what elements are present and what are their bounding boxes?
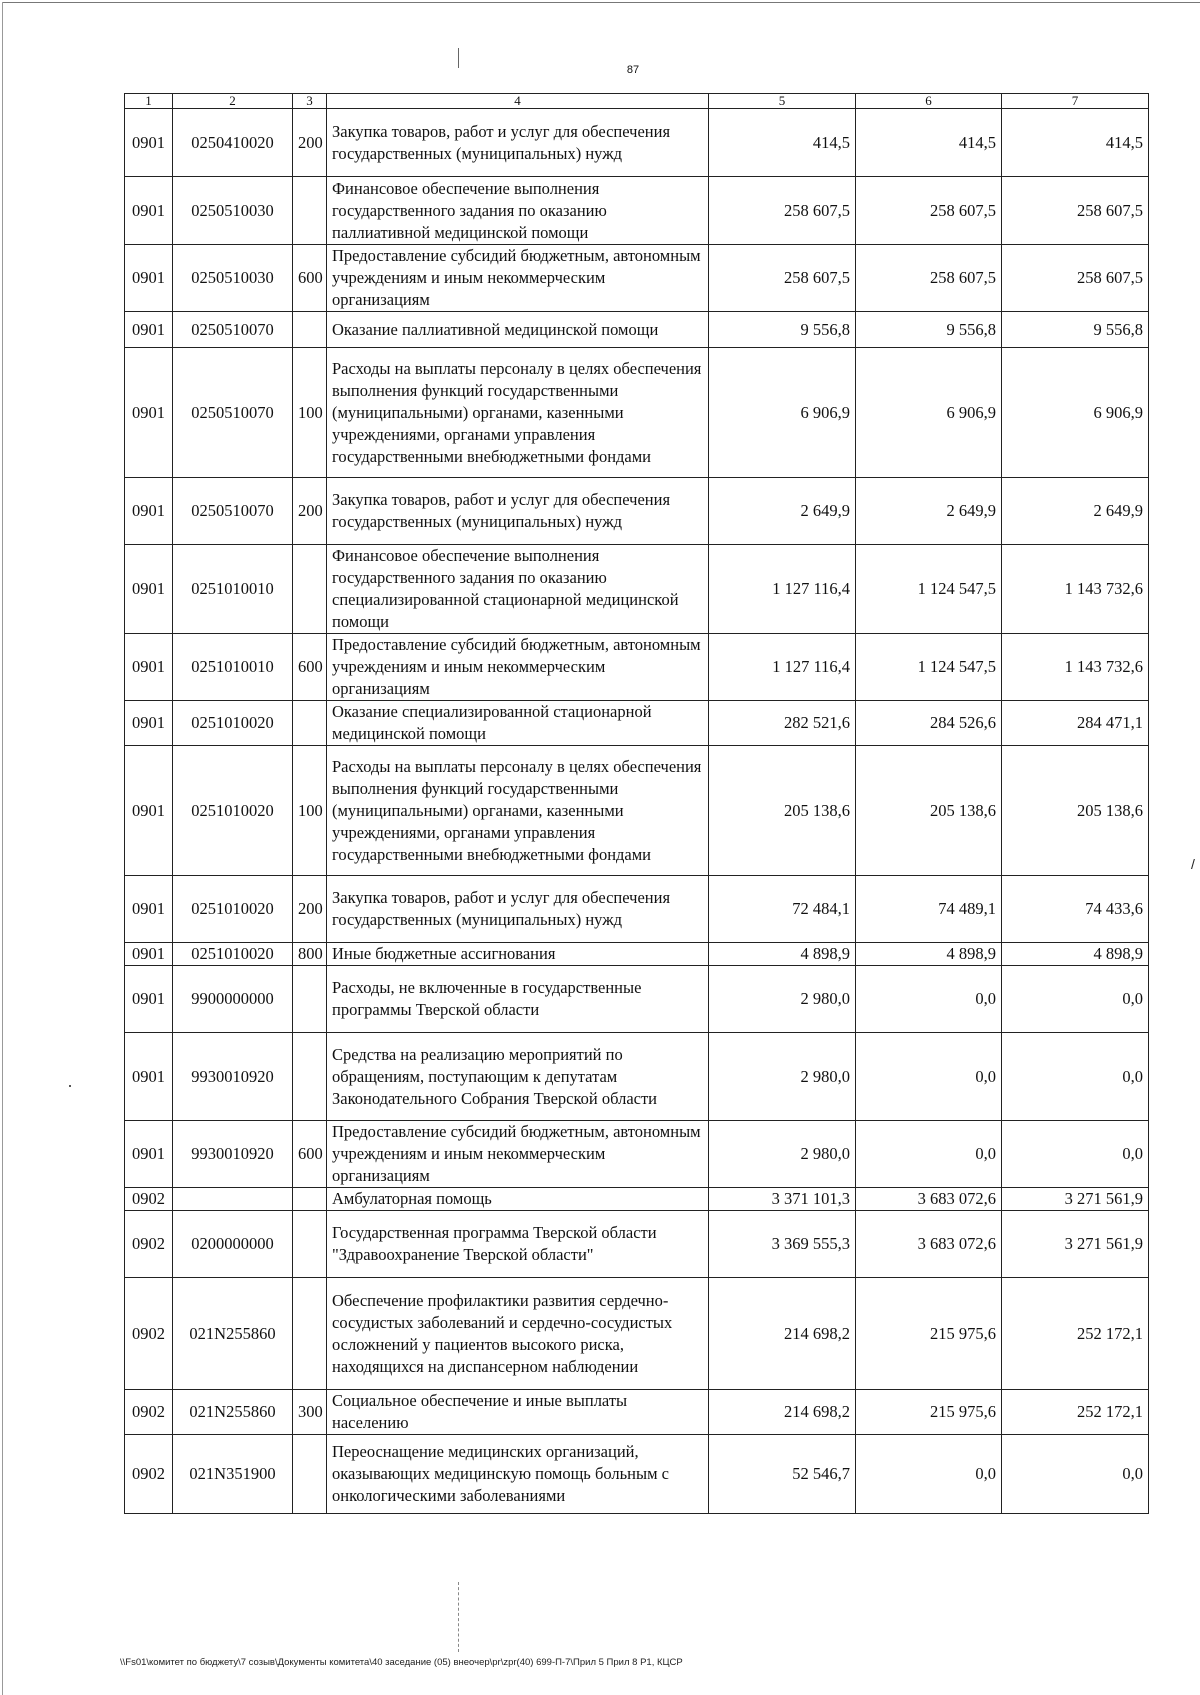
amount-col-7: 284 471,1 [1002,701,1149,746]
expense-type-code [293,177,327,245]
table-row [125,245,1149,312]
expense-type-code: 800 [293,943,327,966]
razdel-code: 0901 [125,1033,173,1121]
target-article-code: 0250510070 [173,312,293,348]
table-row [125,1033,1149,1121]
amount-col-7: 258 607,5 [1002,245,1149,312]
amount-col-6: 2 649,9 [856,478,1002,545]
column-header-1: 1 [125,94,173,109]
amount-col-6: 205 138,6 [856,746,1002,876]
amount-col-7: 2 649,9 [1002,478,1149,545]
razdel-code: 0902 [125,1278,173,1390]
razdel-code: 0902 [125,1188,173,1211]
razdel-code: 0901 [125,1121,173,1188]
expense-type-code [293,1188,327,1211]
amount-col-6: 74 489,1 [856,876,1002,943]
expense-type-code: 100 [293,348,327,478]
amount-col-7: 1 143 732,6 [1002,634,1149,701]
scan-dotted-line [458,1582,460,1652]
target-article-code: 9930010920 [173,1033,293,1121]
expense-name: Закупка товаров, работ и услуг для обеспечения государственных (муниципальных) нужд [327,478,709,545]
expense-name: Социальное обеспечение и иные выплаты населению [327,1390,709,1435]
expense-type-code [293,1435,327,1514]
amount-col-7: 252 172,1 [1002,1278,1149,1390]
amount-col-5: 214 698,2 [709,1390,856,1435]
expense-name: Средства на реализацию мероприятий по обращениям, поступающим к депутатам Законодательного Собрания Тверской области [327,1033,709,1121]
expense-name: Государственная программа Тверской области "Здравоохранение Тверской области" [327,1211,709,1278]
amount-col-6: 215 975,6 [856,1390,1002,1435]
amount-col-6: 1 124 547,5 [856,545,1002,634]
amount-col-7: 0,0 [1002,1033,1149,1121]
table-row [125,545,1149,634]
amount-col-5: 1 127 116,4 [709,634,856,701]
table-body [125,109,1149,1514]
amount-col-7: 0,0 [1002,1435,1149,1514]
razdel-code: 0901 [125,876,173,943]
amount-col-5: 9 556,8 [709,312,856,348]
expense-type-code [293,701,327,746]
expense-name: Иные бюджетные ассигнования [327,943,709,966]
amount-col-5: 2 980,0 [709,966,856,1033]
expense-type-code: 100 [293,746,327,876]
footer-file-path: \\Fs01\комитет по бюджету\7 созыв\Документы комитета\40 заседание (05) внеочер\pr\zpr(40) 699-П-7\Прил 5 Прил 8 Р1, КЦСР [120,1657,683,1668]
expense-name: Переоснащение медицинских организаций, оказывающих медицинскую помощь больным с онкологическими заболеваниями [327,1435,709,1514]
target-article-code: 9900000000 [173,966,293,1033]
amount-col-5: 214 698,2 [709,1278,856,1390]
amount-col-7: 74 433,6 [1002,876,1149,943]
expense-type-code [293,545,327,634]
expense-name: Расходы на выплаты персоналу в целях обеспечения выполнения функций государственными (муниципальными) органами, казенными учреждениями, органами управления государственными внебюджетными фондами [327,746,709,876]
razdel-code: 0901 [125,634,173,701]
column-header-2: 2 [173,94,293,109]
amount-col-7: 258 607,5 [1002,177,1149,245]
table-row [125,1390,1149,1435]
expense-type-code: 200 [293,478,327,545]
expense-name: Оказание специализированной стационарной медицинской помощи [327,701,709,746]
target-article-code: 0250510030 [173,245,293,312]
table-row [125,312,1149,348]
amount-col-7: 252 172,1 [1002,1390,1149,1435]
expense-type-code: 300 [293,1390,327,1435]
amount-col-6: 258 607,5 [856,177,1002,245]
expense-name: Закупка товаров, работ и услуг для обеспечения государственных (муниципальных) нужд [327,109,709,177]
table-row [125,701,1149,746]
expense-name: Амбулаторная помощь [327,1188,709,1211]
table-row [125,943,1149,966]
razdel-code: 0901 [125,348,173,478]
page-left-edge [2,2,3,1695]
expense-name: Обеспечение профилактики развития сердечно-сосудистых заболеваний и сердечно-сосудистых осложнений у пациентов высокого риска, находящихся на диспансерном наблюдении [327,1278,709,1390]
razdel-code: 0901 [125,312,173,348]
expense-name: Финансовое обеспечение выполнения государственного задания по оказанию паллиативной медицинской помощи [327,177,709,245]
target-article-code: 0251010020 [173,876,293,943]
target-article-code: 0251010010 [173,634,293,701]
amount-col-6: 3 683 072,6 [856,1211,1002,1278]
razdel-code: 0902 [125,1390,173,1435]
razdel-code: 0901 [125,109,173,177]
amount-col-6: 215 975,6 [856,1278,1002,1390]
amount-col-6: 0,0 [856,1435,1002,1514]
amount-col-7: 1 143 732,6 [1002,545,1149,634]
amount-col-7: 0,0 [1002,966,1149,1033]
column-number-header [125,94,1149,109]
amount-col-6: 414,5 [856,109,1002,177]
amount-col-5: 3 371 101,3 [709,1188,856,1211]
table-row [125,1435,1149,1514]
expense-type-code: 600 [293,1121,327,1188]
expense-name: Расходы, не включенные в государственные программы Тверской области [327,966,709,1033]
amount-col-5: 1 127 116,4 [709,545,856,634]
amount-col-6: 0,0 [856,966,1002,1033]
expense-name: Оказание паллиативной медицинской помощи [327,312,709,348]
page-number: 87 [626,64,640,76]
expense-name: Предоставление субсидий бюджетным, автономным учреждениям и иным некоммерческим организациям [327,1121,709,1188]
amount-col-7: 414,5 [1002,109,1149,177]
column-header-3: 3 [293,94,327,109]
razdel-code: 0902 [125,1211,173,1278]
expense-type-code [293,1033,327,1121]
amount-col-7: 6 906,9 [1002,348,1149,478]
amount-col-5: 2 980,0 [709,1121,856,1188]
target-article-code: 0251010020 [173,746,293,876]
amount-col-5: 258 607,5 [709,177,856,245]
table-row [125,348,1149,478]
margin-dot [69,1085,71,1087]
target-article-code: 0250510070 [173,478,293,545]
table-row [125,746,1149,876]
razdel-code: 0901 [125,545,173,634]
target-article-code [173,1188,293,1211]
expense-type-code: 600 [293,245,327,312]
expense-name: Финансовое обеспечение выполнения государственного задания по оказанию специализированной стационарной медицинской помощи [327,545,709,634]
expense-type-code: 200 [293,109,327,177]
table-row [125,634,1149,701]
amount-col-7: 3 271 561,9 [1002,1188,1149,1211]
amount-col-6: 258 607,5 [856,245,1002,312]
amount-col-5: 282 521,6 [709,701,856,746]
amount-col-6: 4 898,9 [856,943,1002,966]
expense-type-code [293,1278,327,1390]
amount-col-5: 4 898,9 [709,943,856,966]
amount-col-7: 205 138,6 [1002,746,1149,876]
table-row [125,1188,1149,1211]
budget-table [124,93,1149,1514]
target-article-code: 0251010020 [173,701,293,746]
razdel-code: 0901 [125,943,173,966]
column-header-5: 5 [709,94,856,109]
razdel-code: 0902 [125,1435,173,1514]
table-row [125,177,1149,245]
razdel-code: 0901 [125,478,173,545]
amount-col-7: 0,0 [1002,1121,1149,1188]
column-header-6: 6 [856,94,1002,109]
amount-col-7: 9 556,8 [1002,312,1149,348]
razdel-code: 0901 [125,966,173,1033]
amount-col-5: 414,5 [709,109,856,177]
expense-type-code [293,1211,327,1278]
amount-col-5: 6 906,9 [709,348,856,478]
expense-name: Предоставление субсидий бюджетным, автономным учреждениям и иным некоммерческим организациям [327,634,709,701]
table-row [125,1278,1149,1390]
amount-col-5: 2 980,0 [709,1033,856,1121]
amount-col-6: 1 124 547,5 [856,634,1002,701]
column-header-7: 7 [1002,94,1149,109]
target-article-code: 021N351900 [173,1435,293,1514]
amount-col-5: 72 484,1 [709,876,856,943]
target-article-code: 9930010920 [173,1121,293,1188]
amount-col-6: 0,0 [856,1121,1002,1188]
expense-name: Закупка товаров, работ и услуг для обеспечения государственных (муниципальных) нужд [327,876,709,943]
amount-col-5: 258 607,5 [709,245,856,312]
amount-col-6: 3 683 072,6 [856,1188,1002,1211]
amount-col-6: 0,0 [856,1033,1002,1121]
amount-col-6: 9 556,8 [856,312,1002,348]
table-row [125,1121,1149,1188]
razdel-code: 0901 [125,245,173,312]
razdel-code: 0901 [125,701,173,746]
amount-col-5: 205 138,6 [709,746,856,876]
target-article-code: 021N255860 [173,1278,293,1390]
amount-col-5: 52 546,7 [709,1435,856,1514]
amount-col-6: 6 906,9 [856,348,1002,478]
table-row [125,109,1149,177]
expense-name: Предоставление субсидий бюджетным, автономным учреждениям и иным некоммерческим организациям [327,245,709,312]
target-article-code: 0251010020 [173,943,293,966]
target-article-code: 0250510030 [173,177,293,245]
target-article-code: 0250510070 [173,348,293,478]
page-top-edge [2,2,1200,3]
table-row [125,876,1149,943]
target-article-code: 0250410020 [173,109,293,177]
expense-name: Расходы на выплаты персоналу в целях обеспечения выполнения функций государственными (муниципальными) органами, казенными учреждениями, органами управления государственными внебюджетными фондами [327,348,709,478]
target-article-code: 0251010010 [173,545,293,634]
expense-type-code: 600 [293,634,327,701]
amount-col-7: 4 898,9 [1002,943,1149,966]
expense-type-code: 200 [293,876,327,943]
expense-type-code [293,312,327,348]
razdel-code: 0901 [125,746,173,876]
target-article-code: 0200000000 [173,1211,293,1278]
expense-type-code [293,966,327,1033]
amount-col-5: 2 649,9 [709,478,856,545]
column-header-4: 4 [327,94,709,109]
table-row [125,478,1149,545]
amount-col-7: 3 271 561,9 [1002,1211,1149,1278]
margin-mark: / [1191,856,1195,872]
table-row [125,1211,1149,1278]
amount-col-6: 284 526,6 [856,701,1002,746]
razdel-code: 0901 [125,177,173,245]
table-row [125,966,1149,1033]
target-article-code: 021N255860 [173,1390,293,1435]
amount-col-5: 3 369 555,3 [709,1211,856,1278]
